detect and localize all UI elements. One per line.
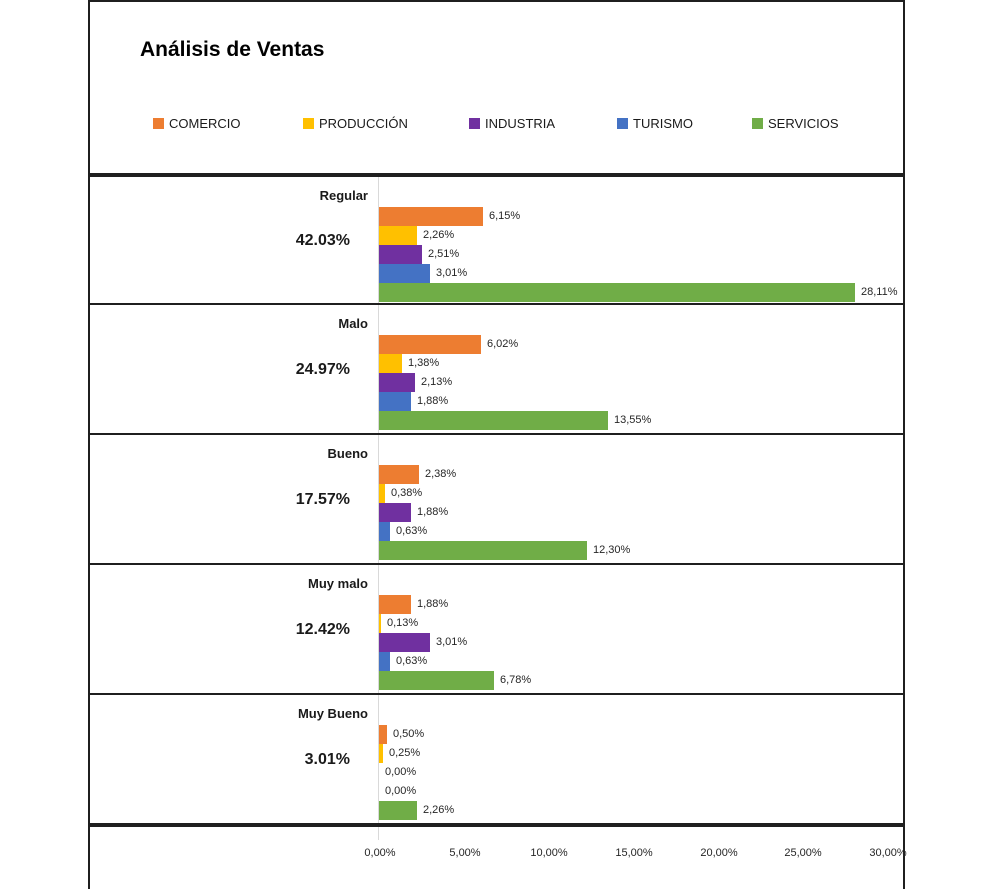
- bar-industria: [379, 633, 430, 652]
- bar-producci-n: [379, 744, 383, 763]
- bar-value-label: 3,01%: [436, 267, 468, 279]
- bar-servicios: [379, 411, 608, 430]
- group-total: 3.01%: [304, 750, 350, 768]
- legend-label: TURISMO: [633, 116, 693, 131]
- legend-label: SERVICIOS: [768, 116, 839, 131]
- bar-row-turismo: [378, 652, 898, 671]
- x-axis-tick: 20,00%: [700, 847, 738, 859]
- bar-value-label: 0,50%: [393, 728, 425, 740]
- bar-value-label: 2,26%: [423, 229, 455, 241]
- bar-value-label: 28,11%: [861, 286, 898, 298]
- bar-turismo: [379, 522, 390, 541]
- bar-row-producci-n: [378, 744, 898, 763]
- legend-item-comercio: [153, 116, 241, 131]
- bar-value-label: 1,88%: [417, 598, 449, 610]
- bar-comercio: [379, 465, 419, 484]
- bar-value-label: 2,51%: [428, 248, 460, 260]
- bar-row-comercio: [378, 335, 898, 354]
- bar-row-industria: [378, 763, 898, 782]
- bar-row-producci-n: [378, 226, 898, 245]
- bar-value-label: 0,38%: [391, 487, 423, 499]
- legend-label: COMERCIO: [169, 116, 241, 131]
- bar-row-comercio: [378, 465, 898, 484]
- group-total: 24.97%: [295, 360, 350, 378]
- legend-label: PRODUCCIÓN: [319, 116, 408, 131]
- bar-industria: [379, 245, 422, 264]
- bar-comercio: [379, 207, 483, 226]
- bar-value-label: 6,02%: [487, 338, 519, 350]
- bar-row-comercio: [378, 595, 898, 614]
- legend-item-industria: [469, 116, 555, 131]
- bar-value-label: 2,26%: [423, 804, 455, 816]
- bar-row-turismo: [378, 522, 898, 541]
- x-axis-tick: 5,00%: [449, 847, 481, 859]
- bar-value-label: 3,01%: [436, 636, 468, 648]
- legend-swatch-icon: [469, 118, 480, 129]
- legend-item-turismo: [617, 116, 693, 131]
- group-label: Regular: [319, 188, 368, 203]
- bar-row-turismo: [378, 392, 898, 411]
- bar-value-label: 0,00%: [385, 766, 417, 778]
- bar-comercio: [379, 595, 411, 614]
- group-panel-malo: [88, 305, 905, 435]
- bar-row-producci-n: [378, 614, 898, 633]
- bar-row-producci-n: [378, 354, 898, 373]
- bar-row-industria: [378, 373, 898, 392]
- bar-value-label: 13,55%: [614, 414, 652, 426]
- bar-row-servicios: [378, 283, 898, 302]
- bar-group: [378, 335, 898, 430]
- bar-row-industria: [378, 503, 898, 522]
- bar-row-producci-n: [378, 484, 898, 503]
- bar-group: [378, 465, 898, 560]
- bar-row-comercio: [378, 207, 898, 226]
- bar-value-label: 2,38%: [425, 468, 457, 480]
- group-label: Muy Bueno: [297, 706, 368, 721]
- bar-value-label: 0,63%: [396, 655, 428, 667]
- bar-row-industria: [378, 245, 898, 264]
- x-axis-tick: 10,00%: [530, 847, 568, 859]
- bar-row-industria: [378, 633, 898, 652]
- bar-row-turismo: [378, 264, 898, 283]
- bar-servicios: [379, 671, 494, 690]
- bar-servicios: [379, 283, 855, 302]
- bar-row-turismo: [378, 782, 898, 801]
- bar-comercio: [379, 335, 481, 354]
- group-total: 12.42%: [295, 620, 350, 638]
- x-axis-tick: 0,00%: [364, 847, 396, 859]
- bar-row-servicios: [378, 411, 898, 430]
- group-panel-muy-malo: [88, 565, 905, 695]
- bar-value-label: 12,30%: [593, 544, 631, 556]
- bar-industria: [379, 503, 411, 522]
- bar-row-servicios: [378, 671, 898, 690]
- group-total: 42.03%: [295, 231, 350, 249]
- x-axis-tick: 30,00%: [869, 847, 907, 859]
- bar-value-label: 1,88%: [417, 506, 449, 518]
- bar-value-label: 0,25%: [389, 747, 421, 759]
- bar-value-label: 0,00%: [385, 785, 417, 797]
- group-label: Bueno: [327, 446, 368, 461]
- legend-swatch-icon: [617, 118, 628, 129]
- bar-group: [378, 207, 898, 302]
- bar-row-servicios: [378, 801, 898, 820]
- legend-swatch-icon: [752, 118, 763, 129]
- group-label: Muy malo: [308, 576, 368, 591]
- legend-label: INDUSTRIA: [485, 116, 556, 131]
- bar-producci-n: [379, 614, 381, 633]
- legend-swatch-icon: [303, 118, 314, 129]
- group-panel-bueno: [88, 435, 905, 565]
- bar-producci-n: [379, 484, 385, 503]
- bar-group: [378, 725, 898, 820]
- bar-value-label: 0,13%: [387, 617, 419, 629]
- bar-row-servicios: [378, 541, 898, 560]
- bar-value-label: 1,88%: [417, 395, 449, 407]
- legend-swatch-icon: [153, 118, 164, 129]
- bar-servicios: [379, 541, 587, 560]
- legend-item-servicios: [752, 116, 839, 131]
- bar-group: [378, 595, 898, 690]
- bar-value-label: 0,63%: [396, 525, 428, 537]
- bar-industria: [379, 373, 415, 392]
- bar-row-comercio: [378, 725, 898, 744]
- axis-baseline: [378, 827, 379, 840]
- bar-value-label: 2,13%: [421, 376, 453, 388]
- group-label: Malo: [338, 316, 368, 331]
- chart-header: [88, 0, 905, 175]
- group-panel-muy-bueno: [88, 695, 905, 825]
- bar-producci-n: [379, 226, 417, 245]
- bar-servicios: [379, 801, 417, 820]
- bar-comercio: [379, 725, 387, 744]
- legend: [90, 116, 903, 134]
- group-total: 17.57%: [295, 490, 350, 508]
- group-panel-regular: [88, 175, 905, 305]
- x-axis-tick: 25,00%: [784, 847, 822, 859]
- legend-item-producci-n: [303, 116, 408, 131]
- bar-producci-n: [379, 354, 402, 373]
- chart-title: Análisis de Ventas: [140, 38, 325, 61]
- bar-value-label: 6,78%: [500, 674, 532, 686]
- bar-value-label: 1,38%: [408, 357, 440, 369]
- x-axis: [88, 825, 905, 889]
- bar-turismo: [379, 652, 390, 671]
- bar-value-label: 6,15%: [489, 210, 521, 222]
- bar-turismo: [379, 264, 430, 283]
- bar-turismo: [379, 392, 411, 411]
- x-axis-tick: 15,00%: [615, 847, 653, 859]
